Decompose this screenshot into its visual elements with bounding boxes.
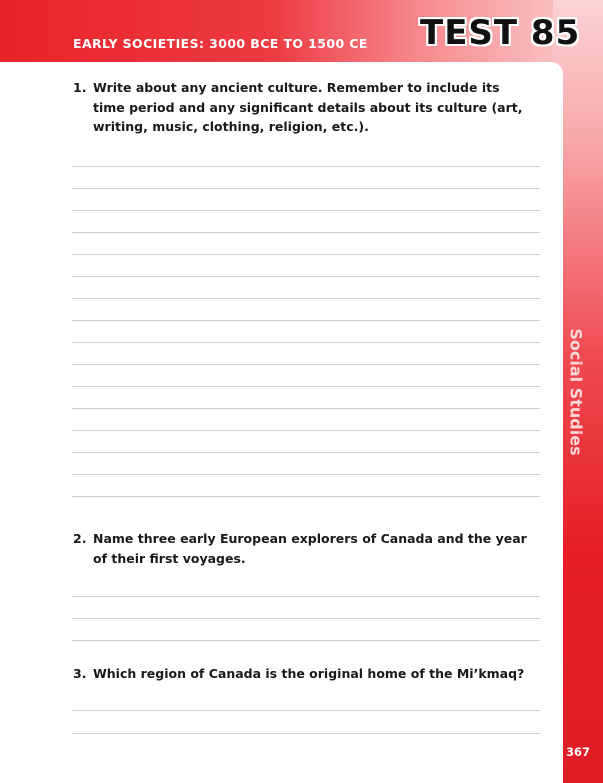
question-2	[73, 529, 533, 568]
answer-line	[72, 640, 540, 641]
question-number: 2.	[73, 531, 87, 546]
page-number: 367	[566, 745, 591, 759]
subject-label: Social Studies	[566, 328, 586, 456]
answer-line	[72, 430, 540, 431]
question-number: 3.	[73, 666, 87, 681]
answer-line	[72, 452, 540, 453]
answer-line	[72, 166, 540, 167]
answer-line	[72, 254, 540, 255]
answer-line	[72, 298, 540, 299]
question-number: 1.	[73, 80, 87, 95]
answer-line	[72, 276, 540, 277]
question-1	[73, 78, 533, 137]
answer-line	[72, 342, 540, 343]
test-title: TEST 85	[420, 13, 581, 53]
question-text: Which region of Canada is the original home of the Mi’kmaq?	[93, 666, 525, 681]
question-text: Name three early European explorers of Canada and the year of their first voyages.	[93, 531, 527, 566]
answer-line	[72, 210, 540, 211]
answer-line	[72, 710, 540, 711]
answer-line	[72, 733, 540, 734]
answer-line	[72, 232, 540, 233]
answer-line	[72, 386, 540, 387]
answer-line	[72, 596, 540, 597]
answer-line	[72, 408, 540, 409]
answer-line	[72, 474, 540, 475]
answer-line	[72, 364, 540, 365]
question-3	[73, 664, 533, 684]
section-title: EARLY SOCIETIES: 3000 BCE TO 1500 CE	[73, 36, 368, 51]
answer-line	[72, 618, 540, 619]
answer-line	[72, 320, 540, 321]
answer-line	[72, 496, 540, 497]
answer-line	[72, 188, 540, 189]
question-text: Write about any ancient culture. Remember to include its time period and any significant details about its culture (art, writing, music, clothing, religion, etc.).	[93, 80, 523, 134]
